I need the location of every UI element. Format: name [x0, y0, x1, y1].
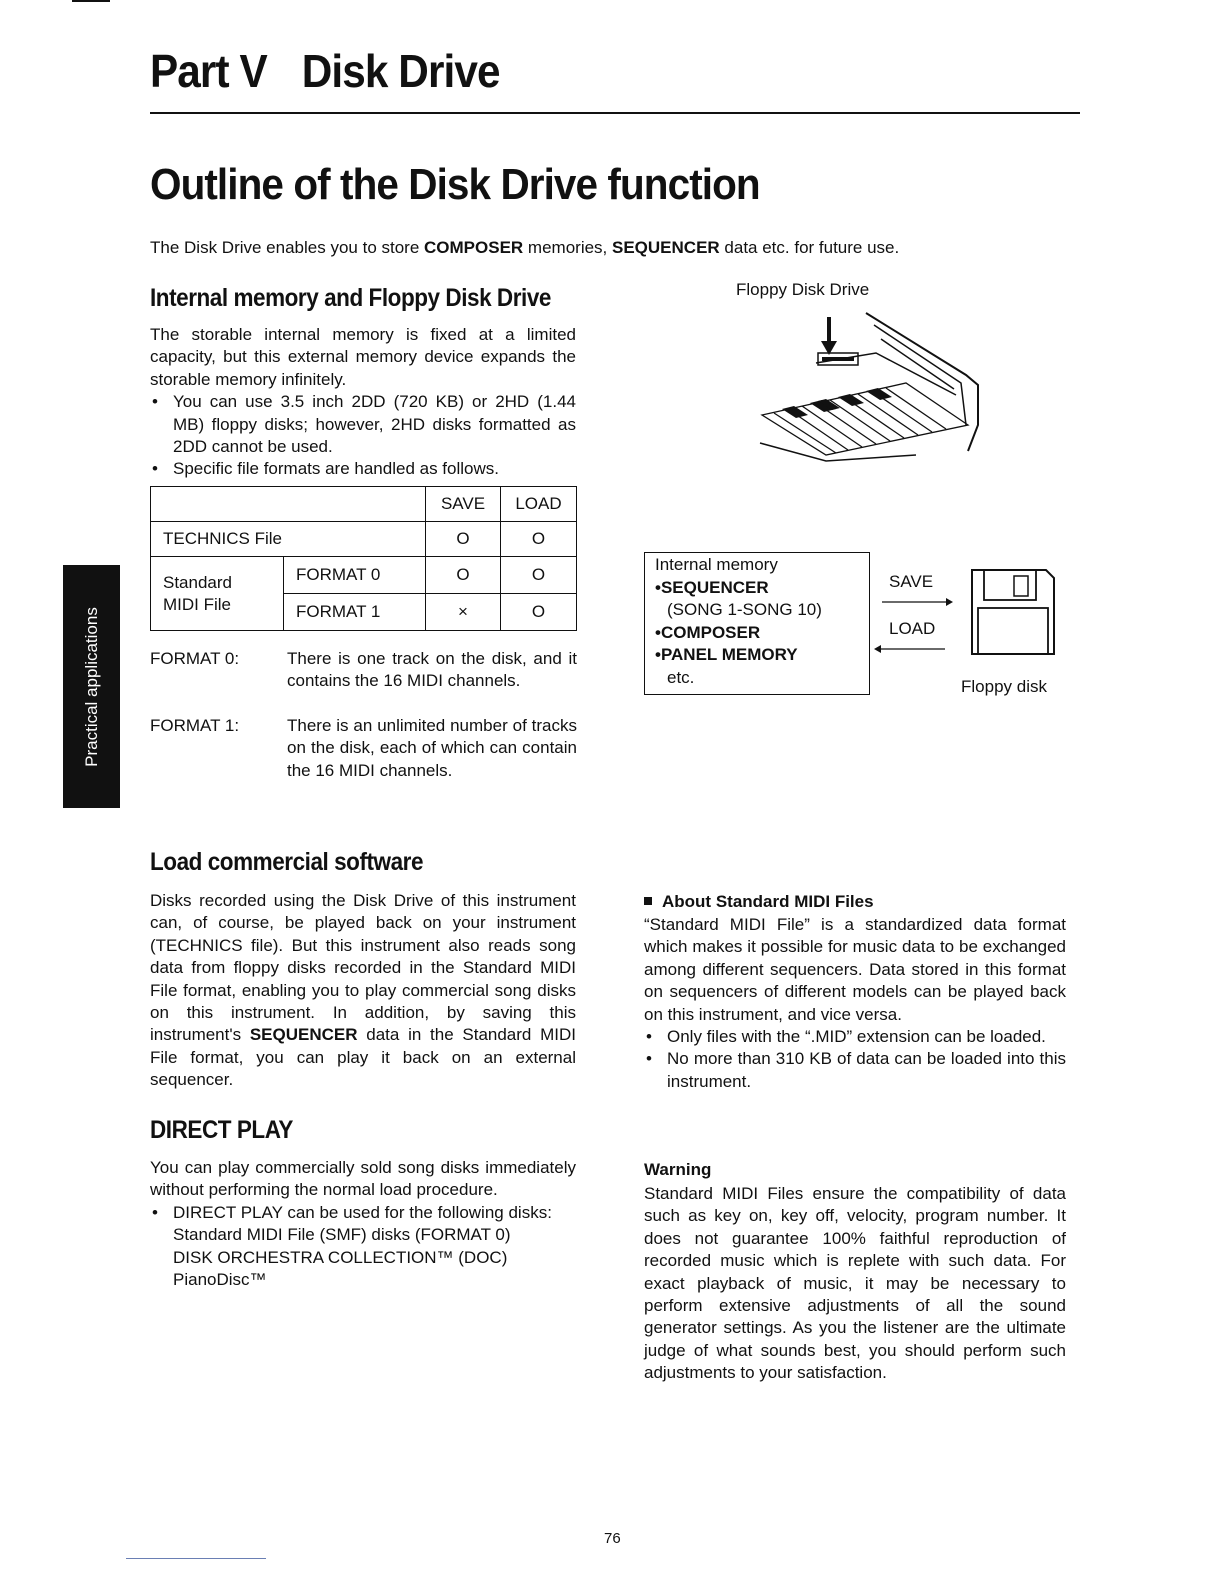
load-text-1: Disks recorded using the Disk Drive of this instrument can, of course, be played back on your instrument (TECHNICS file). But this instrument also reads song data from floppy disks recorded in the Standard MIDI File format, enabling you to play commercial song disks on this instrument. In addition, by saving this instrument's	[150, 891, 576, 1045]
disk-type-item: PianoDisc™	[173, 1270, 267, 1290]
list-item: • DIRECT PLAY can be used for the following disks:	[150, 1202, 576, 1224]
warning-heading: Warning	[644, 1160, 712, 1179]
intro-bold-sequencer: SEQUENCER	[612, 238, 720, 257]
direct-play-paragraph: You can play commercially sold song disks immediately without performing the normal load procedure.	[150, 1158, 576, 1200]
format0-desc: There is one track on the disk, and it contains the 16 MIDI channels.	[287, 649, 577, 691]
internal-memory-paragraph: The storable internal memory is fixed at a limited capacity, but this external memory device expands the storable memory infinitely.	[150, 325, 576, 389]
internal-memory-text	[150, 324, 576, 481]
intro-text-2: memories,	[523, 238, 612, 257]
side-tab	[63, 565, 120, 808]
internal-memory-box	[644, 552, 870, 695]
list-item: • Specific file formats are handled as follows.	[150, 458, 576, 480]
internal-memory-heading: Internal memory and Floppy Disk Drive	[150, 284, 551, 312]
header-rule	[150, 112, 1080, 114]
disk-type-item: DISK ORCHESTRA COLLECTION™ (DOC)	[173, 1247, 508, 1267]
intro-text-1: The Disk Drive enables you to store	[150, 238, 425, 257]
format1-term: FORMAT 1:	[150, 716, 240, 735]
intro-bold-composer: COMPOSER	[424, 238, 524, 257]
format0-save-cell: O	[426, 557, 501, 594]
part-title	[150, 44, 500, 98]
table-header-load: LOAD	[501, 487, 577, 522]
intro-text-3: data etc. for future use.	[719, 238, 900, 257]
side-tab-label: Practical applications	[81, 606, 101, 767]
list-item: • No more than 310 KB of data can be loaded into this instrument.	[644, 1048, 1066, 1093]
intro-sentence	[150, 238, 899, 258]
part-label: Part V	[150, 45, 267, 97]
memory-item-panel: •PANEL MEMORY	[655, 645, 798, 664]
memory-item-etc: etc.	[667, 667, 695, 687]
floppy-drive-caption: Floppy Disk Drive	[736, 280, 870, 299]
format0-term: FORMAT 0:	[150, 649, 240, 668]
page-number: 76	[604, 1530, 621, 1547]
keyboard-drive-illustration	[756, 305, 986, 465]
table-header-save: SAVE	[426, 487, 501, 522]
standard-label-line1: Standard	[163, 572, 232, 592]
floppy-disk-caption: Floppy disk	[961, 677, 1047, 696]
list-item: • Only files with the “.MID” extension can be loaded.	[644, 1026, 1066, 1048]
memory-box-title: Internal memory	[655, 555, 778, 574]
about-smf-bullets	[644, 1026, 1066, 1093]
technics-save-cell: O	[426, 522, 501, 557]
load-software-paragraph	[150, 890, 576, 1092]
top-edge-mark	[72, 0, 110, 2]
about-smf-paragraph: “Standard MIDI File” is a standardized data format which makes it possible for music data to be exchanged among different sequencers. Data stored in this format on sequencers of different models can be played back on this instrument, and vice versa.	[644, 915, 1066, 1024]
save-arrow-icon	[880, 596, 954, 608]
page-title: Outline of the Disk Drive function	[150, 160, 760, 209]
floppy-disk-icon	[970, 568, 1056, 658]
format0-load-cell: O	[501, 557, 577, 594]
format1-save-cell: ×	[426, 594, 501, 631]
memory-item-sequencer: •SEQUENCER	[655, 577, 769, 597]
list-item: • You can use 3.5 inch 2DD (720 KB) or 2HD (1.44 MB) floppy disks; however, 2HD disks formatted as 2DD cannot be used.	[150, 391, 576, 458]
format0-label: FORMAT 0	[284, 557, 426, 594]
internal-memory-bullets	[150, 391, 576, 481]
about-smf-text	[644, 914, 1066, 1093]
technics-load-cell: O	[501, 522, 577, 557]
about-smf-heading: About Standard MIDI Files	[644, 892, 874, 912]
direct-play-text	[150, 1157, 576, 1291]
direct-play-heading: DIRECT PLAY	[150, 1116, 294, 1144]
load-label: LOAD	[889, 619, 936, 638]
bottom-edge-line	[126, 1558, 266, 1559]
warning-paragraph: Standard MIDI Files ensure the compatibility of data such as key on, key off, velocity, program number. It does not guarantee 100% faithful reproduction of recorded music which is replete with such data. For exact playback of music, it may be necessary to perform extensive adjustments of all the sound generator settings. As you the listener are the ultimate judge of what sounds best, you should perform such adjustments to your satisfaction.	[644, 1184, 1066, 1383]
memory-item-song: (SONG 1-SONG 10)	[667, 600, 822, 619]
part-name: Disk Drive	[301, 45, 500, 97]
direct-play-bullets	[150, 1202, 576, 1224]
load-text-2: data in the Standard MIDI File format, you can play it back on an external sequencer.	[150, 1025, 576, 1090]
format1-load-cell: O	[501, 594, 577, 631]
load-software-heading: Load commercial software	[150, 848, 424, 876]
table-header-empty	[151, 487, 426, 522]
load-arrow-icon	[873, 643, 947, 655]
disk-type-item: Standard MIDI File (SMF) disks (FORMAT 0)	[173, 1225, 511, 1245]
technics-file-label: TECHNICS File	[151, 522, 426, 557]
format1-desc: There is an unlimited number of tracks on the disk, each of which can contain the 16 MIDI channels.	[287, 716, 577, 780]
file-format-table	[150, 486, 577, 631]
save-label: SAVE	[889, 572, 934, 591]
format1-label: FORMAT 1	[284, 594, 426, 631]
direct-play-disk-list	[150, 1224, 576, 1291]
memory-item-composer: •COMPOSER	[655, 622, 761, 642]
format-definitions	[150, 648, 577, 808]
standard-midi-file-label	[151, 557, 284, 631]
load-bold-sequencer: SEQUENCER	[249, 1025, 358, 1045]
standard-label-line2: MIDI File	[163, 594, 231, 614]
